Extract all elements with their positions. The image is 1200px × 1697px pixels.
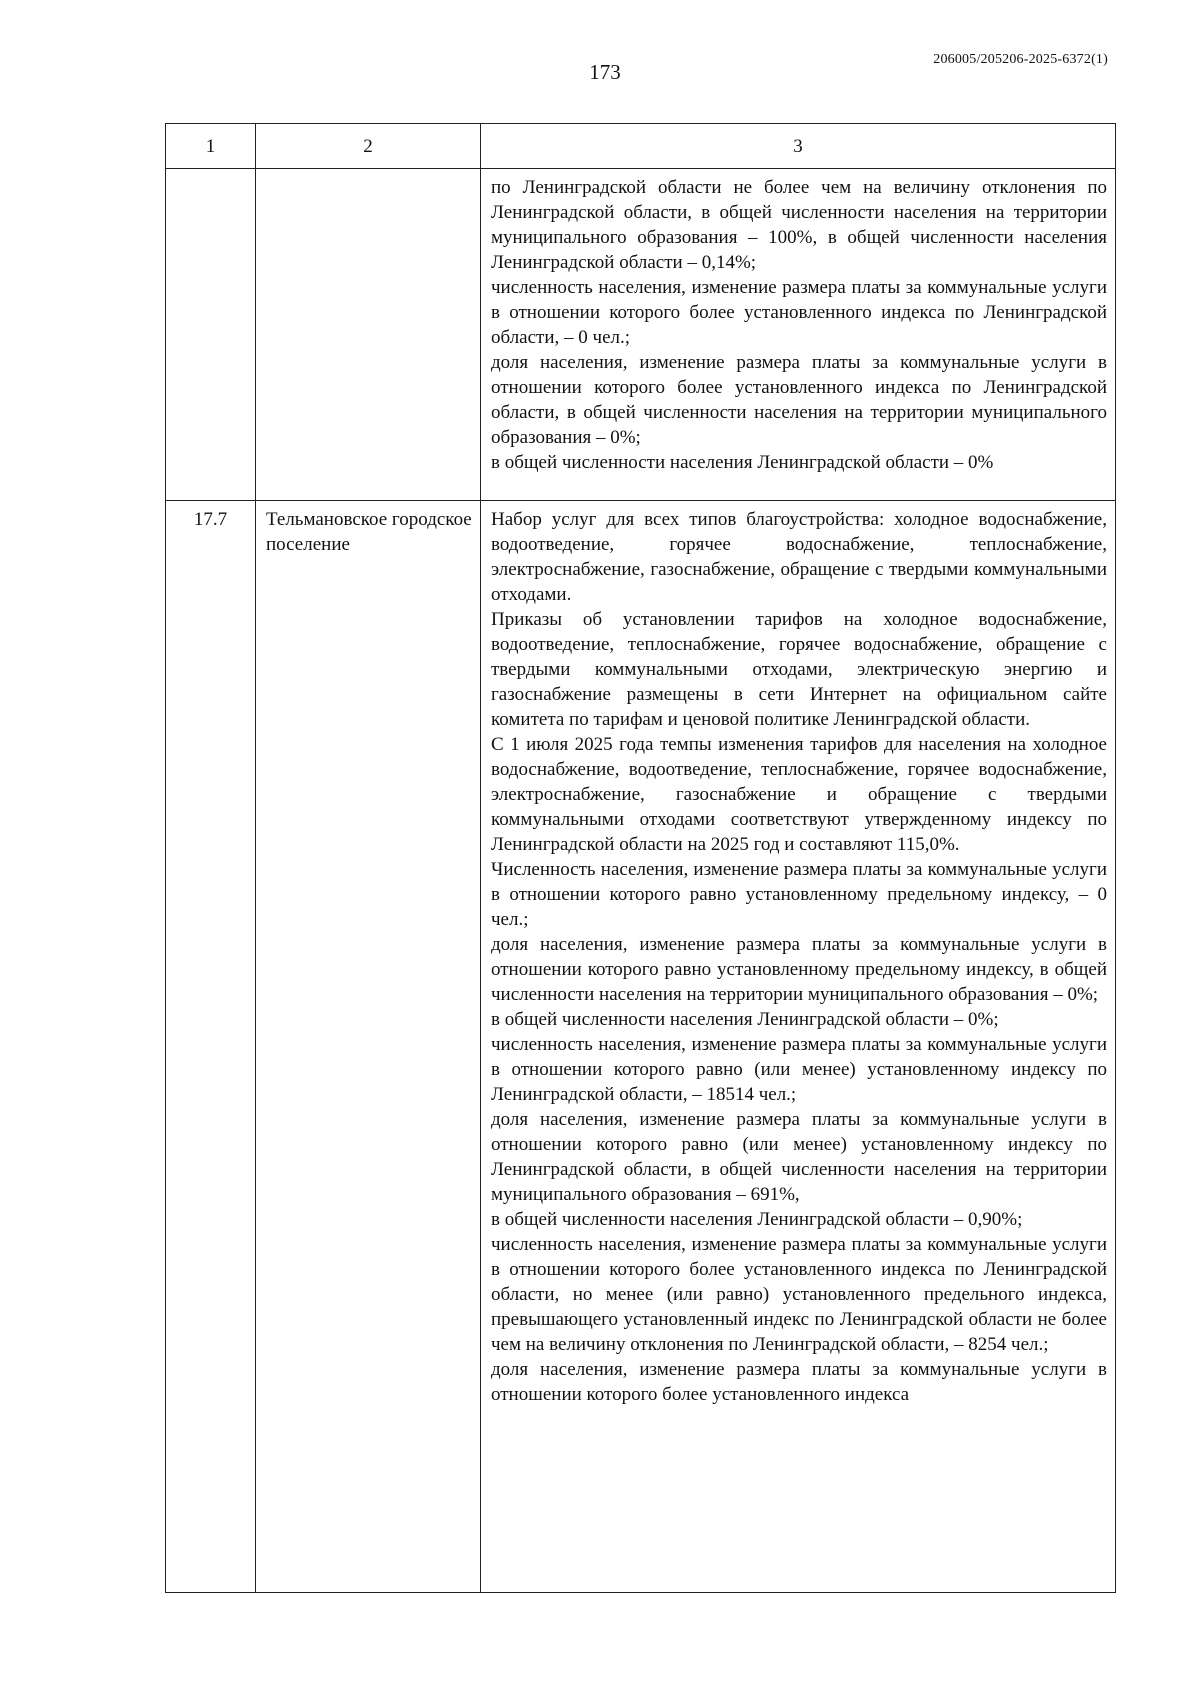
document-id: 206005/205206-2025-6372(1)	[933, 52, 1108, 67]
paragraph: Набор услуг для всех типов благоустройства: холодное водоснабжение, водоотведение, горячее водоснабжение, теплоснабжение, электроснабжение, газоснабжение, обращение с твердыми коммунальными отходами.	[491, 509, 1107, 605]
paragraph: численность населения, изменение размера платы за коммунальные услуги в отношении которого более установленного индекса по Ленинградской области, – 0 чел.;	[491, 277, 1107, 348]
paragraph: Приказы об установлении тарифов на холодное водоснабжение, водоотведение, теплоснабжение, горячее водоснабжение, обращение с твердыми коммунальными отходами, электрическую энергию и газоснабжение размещены в сети Интернет на официальном сайте комитета по тарифам и ценовой политике Ленинградской области.	[491, 609, 1107, 730]
paragraph: доля населения, изменение размера платы за коммунальные услуги в отношении которого более установленного индекса	[491, 1359, 1107, 1405]
paragraph: доля населения, изменение размера платы за коммунальные услуги в отношении которого равно (или менее) установленному индексу по Ленинградской области, в общей численности населения на территории муниципального образования – 691%,	[491, 1109, 1107, 1205]
paragraph: по Ленинградской области не более чем на величину отклонения по Ленинградской области, в общей численности населения на территории муниципального образования – 100%, в общей численности населения Ленинградской области – 0,14%;	[491, 177, 1107, 273]
row-number: 17.7	[166, 501, 256, 1593]
paragraph: С 1 июля 2025 года темпы изменения тарифов для населения на холодное водоснабжение, водоотведение, теплоснабжение, горячее водоснабжение, электроснабжение, газоснабжение и обращение с твердыми коммунальными отходами соответствуют утвержденному индексу по Ленинградской области на 2025 год и составляют 115,0%.	[491, 734, 1107, 855]
column-header-2: 2	[256, 124, 481, 169]
paragraph: доля населения, изменение размера платы за коммунальные услуги в отношении которого равно установленному предельному индексу, в общей численности населения на территории муниципального образования – 0%;	[491, 934, 1107, 1005]
paragraph: Численность населения, изменение размера платы за коммунальные услуги в отношении которого равно установленному предельному индексу, – 0 чел.;	[491, 859, 1107, 930]
municipality-name	[256, 169, 481, 501]
paragraph: в общей численности населения Ленинградской области – 0%;	[491, 1009, 999, 1030]
paragraph: численность населения, изменение размера платы за коммунальные услуги в отношении которого более установленного индекса по Ленинградской области, но менее (или равно) установленного предельного индекса, превышающего установленный индекс по Ленинградской области не более чем на величину отклонения по Ленинградской области, – 8254 чел.;	[491, 1234, 1107, 1355]
table-row	[166, 169, 1116, 501]
municipality-name: Тельмановское городское поселение	[256, 501, 481, 1593]
table-row	[166, 501, 1116, 1593]
table-header-row	[166, 124, 1116, 169]
row-number	[166, 169, 256, 501]
paragraph: в общей численности населения Ленинградской области – 0%	[491, 452, 994, 473]
paragraph: доля населения, изменение размера платы за коммунальные услуги в отношении которого более установленного индекса по Ленинградской области, в общей численности населения на территории муниципального образования – 0%;	[491, 352, 1107, 448]
row-description	[481, 169, 1116, 501]
paragraph: в общей численности населения Ленинградской области – 0,90%;	[491, 1209, 1023, 1230]
paragraph: численность населения, изменение размера платы за коммунальные услуги в отношении которого равно (или менее) установленному индексу по Ленинградской области, – 18514 чел.;	[491, 1034, 1107, 1105]
page-number: 173	[589, 60, 621, 84]
row-description	[481, 501, 1116, 1593]
column-header-3: 3	[481, 124, 1116, 169]
column-header-1: 1	[166, 124, 256, 169]
tariff-table	[165, 123, 1116, 1593]
